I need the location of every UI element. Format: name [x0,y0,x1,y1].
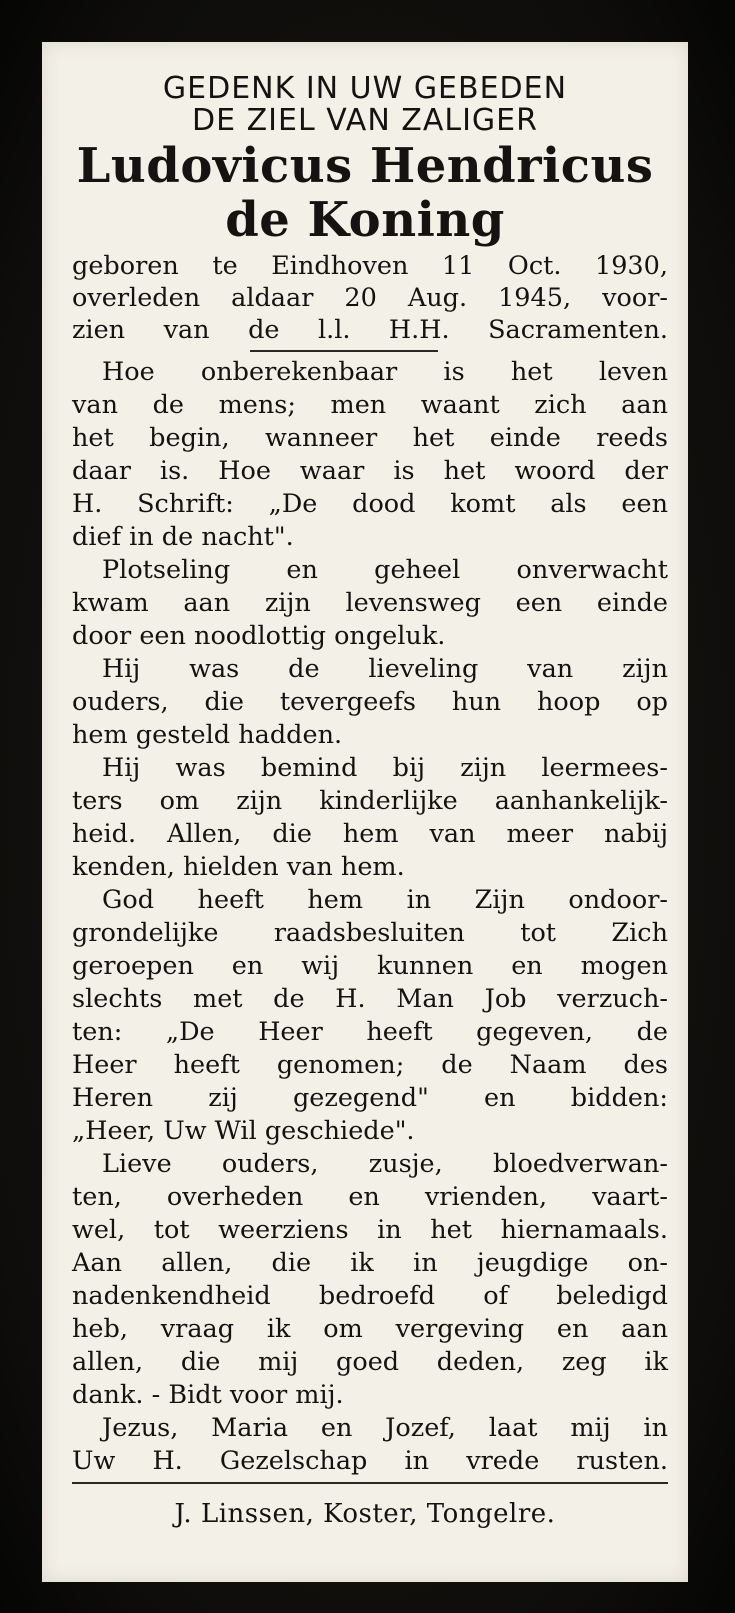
name-line-1: Ludovicus Hendricus [76,138,654,194]
body-line: ouders, die tevergeefs hun hoop op [72,687,668,717]
details-line-2: overleden aldaar 20 Aug. 1945, voor- [72,283,668,313]
printer-credit: J. Linssen, Koster, Tongelre. [174,1499,556,1529]
body-line: kenden, hielden van hem. [72,852,405,882]
body-line: Hoe onberekenbaar is het leven [102,357,668,387]
body-line: „Heer, Uw Wil geschiede". [72,1116,415,1146]
body-line: Hij was bemind bij zijn leermees- [102,753,668,783]
body-line: allen, die mij goed deden, zeg ik [72,1347,668,1377]
body-line: daar is. Hoe waar is het woord der [72,456,668,486]
body-line: Plotseling en geheel onverwacht [102,555,668,585]
body-line: Uw H. Gezelschap in vrede rusten. [72,1446,668,1476]
body-line: Aan allen, die ik in jeugdige on- [72,1248,668,1278]
body-line: nadenkendheid bedroefd of beledigd [72,1281,668,1311]
name-line-2: de Koning [225,192,505,248]
details-line-1: geboren te Eindhoven 11 Oct. 1930, [72,251,668,281]
body-line: het begin, wanneer het einde reeds [72,423,668,453]
body-line: geroepen en wij kunnen en mogen [72,951,668,981]
body-line: God heeft hem in Zijn ondoor- [102,885,668,915]
separator-short [250,350,438,352]
body-line: Jezus, Maria en Jozef, laat mij in [102,1413,668,1443]
body-line: ten: „De Heer heeft gegeven, de [72,1017,668,1047]
body-line: kwam aan zijn levensweg een einde [72,588,668,618]
body-line: Heren zij gezegend" en bidden: [72,1083,668,1113]
header-line-1: GEDENK IN UW GEBEDEN [162,71,568,106]
memorial-card [42,42,688,1582]
header-line-2: DE ZIEL VAN ZALIGER [192,103,538,138]
body-line: door een noodlottig ongeluk. [72,621,446,651]
body-line: ten, overheden en vrienden, vaart- [72,1182,668,1212]
body-line: heid. Allen, die hem van meer nabij [72,819,668,849]
body-line: Lieve ouders, zusje, bloedverwan- [102,1149,668,1179]
separator-long [72,1482,668,1484]
body-line: van de mens; men waant zich aan [72,390,668,420]
body-line: dief in de nacht". [72,522,294,552]
body-line: heb, vraag ik om vergeving en aan [72,1314,668,1344]
body-line: Hij was de lieveling van zijn [102,654,668,684]
body-line: Heer heeft genomen; de Naam des [72,1050,668,1080]
body-line: H. Schrift: „De dood komt als een [72,489,668,519]
body-line: ters om zijn kinderlijke aanhankelijk- [72,786,668,816]
body-line: hem gesteld hadden. [72,720,343,750]
body-line: grondelijke raadsbesluiten tot Zich [72,918,668,948]
body-line: slechts met de H. Man Job verzuch- [72,984,668,1014]
body-line: dank. - Bidt voor mij. [72,1380,344,1410]
body-line: wel, tot weerziens in het hiernamaals. [72,1215,668,1245]
details-line-3: zien van de l.l. H.H. Sacramenten. [72,315,668,345]
